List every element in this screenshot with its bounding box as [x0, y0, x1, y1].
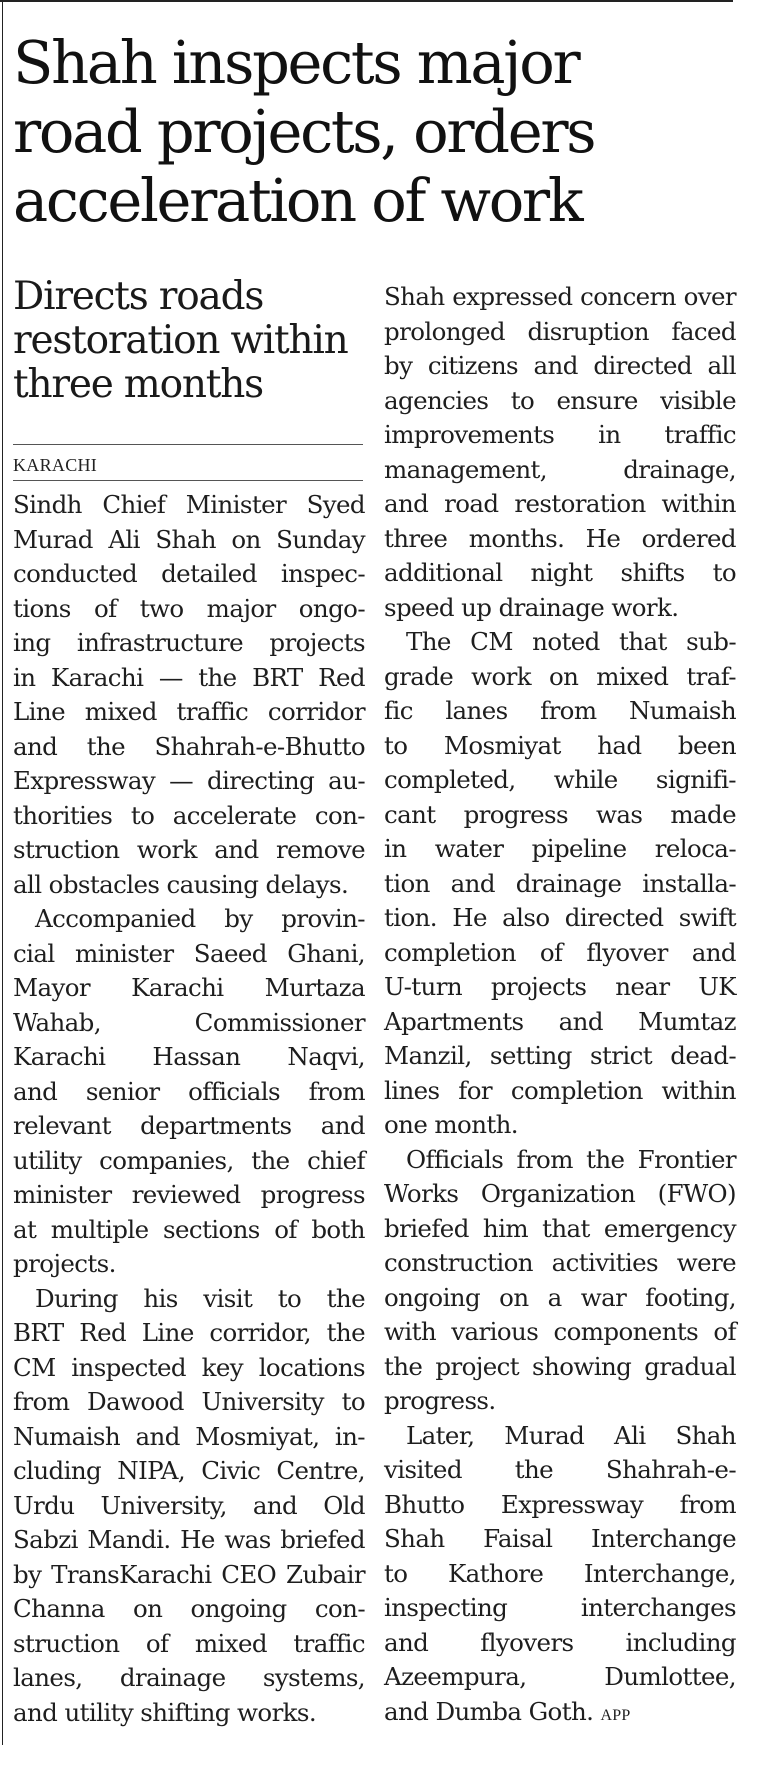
body-line: utility companies, the chief — [13, 1145, 365, 1175]
body-line: minister reviewed progress — [13, 1180, 365, 1209]
body-line: and road restoration within — [384, 489, 736, 518]
body-line: ongoing on a war footing, — [384, 1282, 736, 1312]
subheadline-line: restoration within — [13, 318, 348, 363]
agency-credit: APP — [600, 1706, 631, 1724]
body-line: U-turn projects near UK — [384, 972, 736, 1001]
body-line: by TransKarachi CEO Zubair — [13, 1559, 365, 1589]
body-line: Bhutto Expressway from — [384, 1489, 736, 1519]
body-line: Sindh Chief Minister Syed — [13, 490, 365, 519]
body-line: tions of two major ongo- — [13, 593, 365, 623]
body-line: improvements in traffic — [384, 420, 736, 449]
body-column-left — [13, 488, 365, 1730]
body-line: the project showing gradual — [384, 1351, 736, 1381]
dateline: KARACHI — [13, 455, 98, 475]
body-line: in Karachi — the BRT Red — [13, 662, 365, 692]
body-line-final — [384, 1695, 736, 1730]
body-line: progress. — [384, 1386, 496, 1415]
body-line: Azeempura, Dumlottee, — [384, 1662, 736, 1691]
headline-line: acceleration of work — [13, 166, 582, 235]
body-line: lines for completion within — [384, 1075, 736, 1105]
body-line: conducted detailed inspec- — [13, 559, 365, 588]
body-line: one month. — [384, 1110, 518, 1139]
body-line: briefed him that emergency — [384, 1213, 736, 1243]
body-line: ing infrastructure projects — [13, 628, 365, 657]
body-line: Sabzi Mandi. He was briefed — [13, 1525, 365, 1554]
subheadline-line: Directs roads — [13, 274, 264, 319]
body-line: visited the Shahrah-e- — [384, 1455, 736, 1484]
body-line: Expressway — directing au- — [13, 766, 365, 795]
top-border-rule — [0, 0, 733, 2]
subheadline-line: three months — [13, 362, 263, 407]
body-line: CM inspected key locations — [13, 1352, 365, 1382]
body-line: tion. He also directed swift — [384, 903, 736, 932]
body-line: completed, while signifi- — [384, 765, 736, 794]
body-line: by citizens and directed all — [384, 351, 736, 380]
body-line: lanes, drainage systems, — [13, 1663, 365, 1692]
body-line: Numaish and Mosmiyat, in- — [13, 1421, 365, 1451]
body-line: grade work on mixed traf- — [384, 661, 736, 691]
body-line: and the Shahrah-e-Bhutto — [13, 731, 365, 761]
body-line: The CM noted that sub- — [406, 627, 736, 656]
body-line: with various components of — [384, 1317, 736, 1346]
body-line: and utility shifting works. — [13, 1697, 317, 1727]
headline-line: road projects, orders — [13, 97, 595, 166]
body-line: Murad Ali Shah on Sunday — [13, 524, 365, 554]
body-line: Apartments and Mumtaz — [384, 1006, 736, 1036]
body-line: cial minister Saeed Ghani, — [13, 938, 365, 968]
body-line: tion and drainage installa- — [384, 868, 736, 898]
body-line: Urdu University, and Old — [13, 1490, 365, 1520]
body-line: three months. He ordered — [384, 523, 736, 553]
body-line: During his visit to the — [35, 1283, 365, 1313]
left-border-rule — [2, 0, 3, 1745]
body-column-right — [384, 280, 736, 1729]
body-line: thorities to accelerate con- — [13, 800, 365, 830]
body-line: Line mixed traffic corridor — [13, 697, 365, 726]
body-line: relevant departments and — [13, 1111, 365, 1140]
body-line: Later, Murad Ali Shah — [406, 1420, 736, 1450]
body-line: Officials from the Frontier — [406, 1144, 736, 1174]
body-line: speed up drainage work. — [384, 592, 679, 622]
body-line: Shah Faisal Interchange — [384, 1524, 736, 1553]
body-line: and flyovers including — [384, 1627, 736, 1657]
body-line: Wahab, Commissioner — [13, 1007, 365, 1037]
body-line: BRT Red Line corridor, the — [13, 1318, 365, 1347]
headline — [13, 28, 728, 235]
body-line: cluding NIPA, Civic Centre, — [13, 1456, 365, 1485]
body-line: to Kathore Interchange, — [384, 1558, 736, 1588]
body-line: Mayor Karachi Murtaza — [13, 973, 365, 1002]
body-line: agencies to ensure visible — [384, 385, 736, 415]
body-line: struction work and remove — [13, 835, 365, 864]
body-line: management, drainage, — [384, 454, 736, 484]
body-line: projects. — [13, 1249, 116, 1278]
body-line: at multiple sections of both — [13, 1214, 365, 1244]
headline-line: Shah inspects major — [13, 28, 579, 97]
body-line: fic lanes from Numaish — [384, 696, 736, 725]
body-line: Shah expressed concern over — [384, 282, 736, 311]
body-line: prolonged disruption faced — [384, 316, 736, 346]
subheadline — [13, 275, 363, 407]
body-line: completion of flyover and — [384, 937, 736, 967]
body-line: inspecting interchanges — [384, 1593, 736, 1622]
body-line: Works Organization (FWO) — [384, 1179, 736, 1208]
body-line: Karachi Hassan Naqvi, — [13, 1042, 365, 1071]
body-line: and senior officials from — [13, 1076, 365, 1106]
body-line: in water pipeline reloca- — [384, 834, 736, 863]
body-line: cant progress was made — [384, 799, 736, 829]
body-line: struction of mixed traffic — [13, 1628, 365, 1658]
body-line: Accompanied by provin- — [35, 904, 365, 933]
body-line: Channa on ongoing con- — [13, 1594, 365, 1623]
body-line: from Dawood University to — [13, 1387, 365, 1416]
body-line: to Mosmiyat had been — [384, 730, 736, 760]
body-line-text: and Dumba Goth. — [384, 1696, 594, 1726]
body-line: construction activities were — [384, 1248, 736, 1277]
body-line: additional night shifts to — [384, 558, 736, 587]
body-line: all obstacles causing delays. — [13, 869, 349, 899]
dateline-top-rule — [13, 444, 363, 445]
body-line: Manzil, setting strict dead- — [384, 1041, 736, 1070]
dateline-bottom-rule — [13, 480, 363, 481]
